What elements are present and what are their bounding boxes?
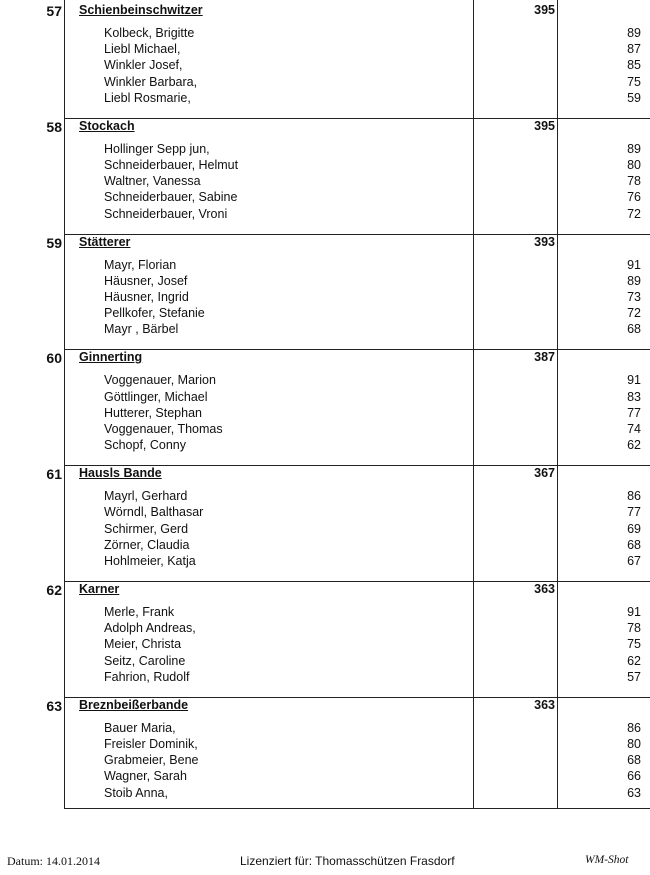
team-block	[0, 3, 650, 122]
member-row	[0, 522, 650, 538]
member-name: Liebl Rosmarie,	[104, 90, 191, 105]
member-name: Meier, Christa	[104, 637, 182, 652]
member-row	[0, 158, 650, 174]
member-score: 91	[627, 605, 641, 619]
member-row	[0, 373, 650, 389]
team-total: 395	[534, 3, 555, 17]
member-row	[0, 306, 650, 322]
team-rank: 61	[46, 466, 62, 483]
member-name: Freisler Dominik,	[104, 736, 198, 751]
team-name: Breznbeißerbande	[79, 697, 189, 712]
member-score: 77	[627, 505, 641, 520]
member-name: Voggenauer, Marion	[104, 373, 216, 388]
member-score: 68	[627, 753, 641, 768]
team-name: Ginnerting	[79, 350, 143, 365]
member-name: Mayrl, Gerhard	[104, 489, 188, 504]
team-separator	[64, 118, 650, 119]
team-rank: 58	[46, 118, 62, 135]
team-name: Karner	[79, 582, 120, 596]
member-score: 78	[627, 621, 641, 636]
team-block	[0, 466, 650, 585]
team-rank: 63	[46, 697, 62, 714]
member-row	[0, 91, 650, 107]
member-score: 75	[627, 637, 641, 652]
member-score: 72	[627, 306, 641, 321]
member-row	[0, 438, 650, 454]
member-name: Merle, Frank	[104, 605, 175, 619]
member-score: 80	[627, 157, 641, 172]
member-row	[0, 769, 650, 785]
member-name: Fahrion, Rudolf	[104, 669, 190, 684]
member-name: Mayr, Florian	[104, 257, 177, 272]
member-row	[0, 207, 650, 223]
member-name: Schopf, Conny	[104, 438, 186, 453]
member-row	[0, 174, 650, 190]
member-name: Häusner, Josef	[104, 273, 188, 288]
member-score: 72	[627, 206, 641, 221]
member-row	[0, 786, 650, 802]
member-name: Häusner, Ingrid	[104, 289, 189, 304]
team-separator	[64, 234, 650, 235]
member-row	[0, 654, 650, 670]
member-row	[0, 142, 650, 158]
member-row	[0, 274, 650, 290]
member-row	[0, 58, 650, 74]
member-name: Hollinger Sepp jun,	[104, 141, 210, 156]
member-score: 57	[627, 669, 641, 684]
member-score: 80	[627, 736, 641, 751]
member-name: Schirmer, Gerd	[104, 521, 189, 536]
member-score: 87	[627, 42, 641, 57]
member-score: 68	[627, 537, 641, 552]
member-row	[0, 290, 650, 306]
license-text: Lizenziert für: Thomasschützen Frasdorf	[240, 854, 455, 868]
team-name: Stätterer	[79, 234, 131, 249]
member-name: Kolbeck, Brigitte	[104, 26, 195, 40]
member-name: Winkler Barbara,	[104, 74, 198, 89]
print-date: Datum: 14.01.2014	[7, 854, 100, 868]
member-score: 91	[627, 257, 641, 272]
member-score: 86	[627, 489, 641, 504]
team-block	[0, 234, 650, 354]
team-separator	[64, 465, 650, 466]
member-name: Schneiderbauer, Sabine	[104, 190, 238, 205]
member-score: 59	[627, 90, 641, 105]
member-score: 89	[627, 26, 641, 40]
member-name: Zörner, Claudia	[104, 537, 190, 552]
member-score: 78	[627, 174, 641, 189]
member-name: Hohlmeier, Katja	[104, 553, 196, 568]
team-rank: 60	[46, 350, 62, 367]
member-score: 77	[627, 405, 641, 420]
member-name: Pellkofer, Stefanie	[104, 306, 205, 321]
member-row	[0, 190, 650, 206]
member-row	[0, 42, 650, 58]
member-name: Hutterer, Stephan	[104, 405, 202, 420]
member-row	[0, 422, 650, 438]
member-row	[0, 75, 650, 91]
member-score: 74	[627, 421, 641, 436]
member-name: Winkler Josef,	[104, 58, 183, 73]
member-score: 86	[627, 720, 641, 735]
member-row	[0, 753, 650, 769]
team-name: Hausls Bande	[79, 466, 162, 481]
member-score: 91	[627, 373, 641, 388]
member-name: Seitz, Caroline	[104, 653, 186, 668]
member-score: 76	[627, 190, 641, 205]
team-total: 395	[534, 118, 555, 133]
member-row	[0, 505, 650, 521]
team-total: 363	[534, 582, 555, 596]
team-total: 367	[534, 466, 555, 481]
member-score: 63	[627, 785, 641, 800]
team-separator	[64, 581, 650, 582]
member-row	[0, 322, 650, 338]
team-total: 363	[534, 697, 555, 712]
member-row	[0, 390, 650, 406]
team-block	[0, 350, 650, 469]
team-rank: 59	[46, 234, 62, 251]
member-row	[0, 670, 650, 686]
member-score: 83	[627, 389, 641, 404]
member-score: 73	[627, 289, 641, 304]
team-block	[0, 582, 650, 701]
member-row	[0, 538, 650, 554]
team-rank: 62	[46, 582, 62, 598]
team-name: Schienbeinschwitzer	[79, 3, 203, 17]
team-name: Stockach	[79, 118, 135, 133]
team-separator	[64, 697, 650, 698]
member-row	[0, 721, 650, 737]
member-row	[0, 605, 650, 621]
member-name: Stoib Anna,	[104, 785, 168, 800]
member-row	[0, 621, 650, 637]
member-score: 66	[627, 769, 641, 784]
member-score: 75	[627, 74, 641, 89]
member-score: 69	[627, 521, 641, 536]
team-separator	[64, 349, 650, 350]
team-block	[0, 118, 650, 238]
member-score: 68	[627, 322, 641, 337]
member-score: 62	[627, 653, 641, 668]
member-name: Mayr , Bärbel	[104, 322, 179, 337]
member-row	[0, 737, 650, 753]
member-name: Wagner, Sarah	[104, 769, 187, 784]
member-name: Voggenauer, Thomas	[104, 421, 223, 436]
team-total: 387	[534, 350, 555, 365]
member-name: Grabmeier, Bene	[104, 753, 199, 768]
team-total: 393	[534, 234, 555, 249]
member-name: Schneiderbauer, Helmut	[104, 157, 239, 172]
member-name: Waltner, Vanessa	[104, 174, 201, 189]
member-name: Wörndl, Balthasar	[104, 505, 204, 520]
member-row	[0, 26, 650, 42]
member-name: Liebl Michael,	[104, 42, 181, 57]
member-name: Schneiderbauer, Vroni	[104, 206, 228, 221]
team-block	[0, 697, 650, 817]
member-row	[0, 554, 650, 570]
member-score: 89	[627, 141, 641, 156]
member-name: Bauer Maria,	[104, 720, 176, 735]
member-name: Adolph Andreas,	[104, 621, 196, 636]
member-name: Göttlinger, Michael	[104, 389, 208, 404]
member-row	[0, 406, 650, 422]
member-row	[0, 258, 650, 274]
member-row	[0, 489, 650, 505]
member-score: 89	[627, 273, 641, 288]
member-row	[0, 637, 650, 653]
software-brand: WM-Shot	[585, 854, 629, 866]
member-score: 67	[627, 553, 641, 568]
member-score: 85	[627, 58, 641, 73]
team-rank: 57	[46, 3, 62, 19]
member-score: 62	[627, 438, 641, 453]
